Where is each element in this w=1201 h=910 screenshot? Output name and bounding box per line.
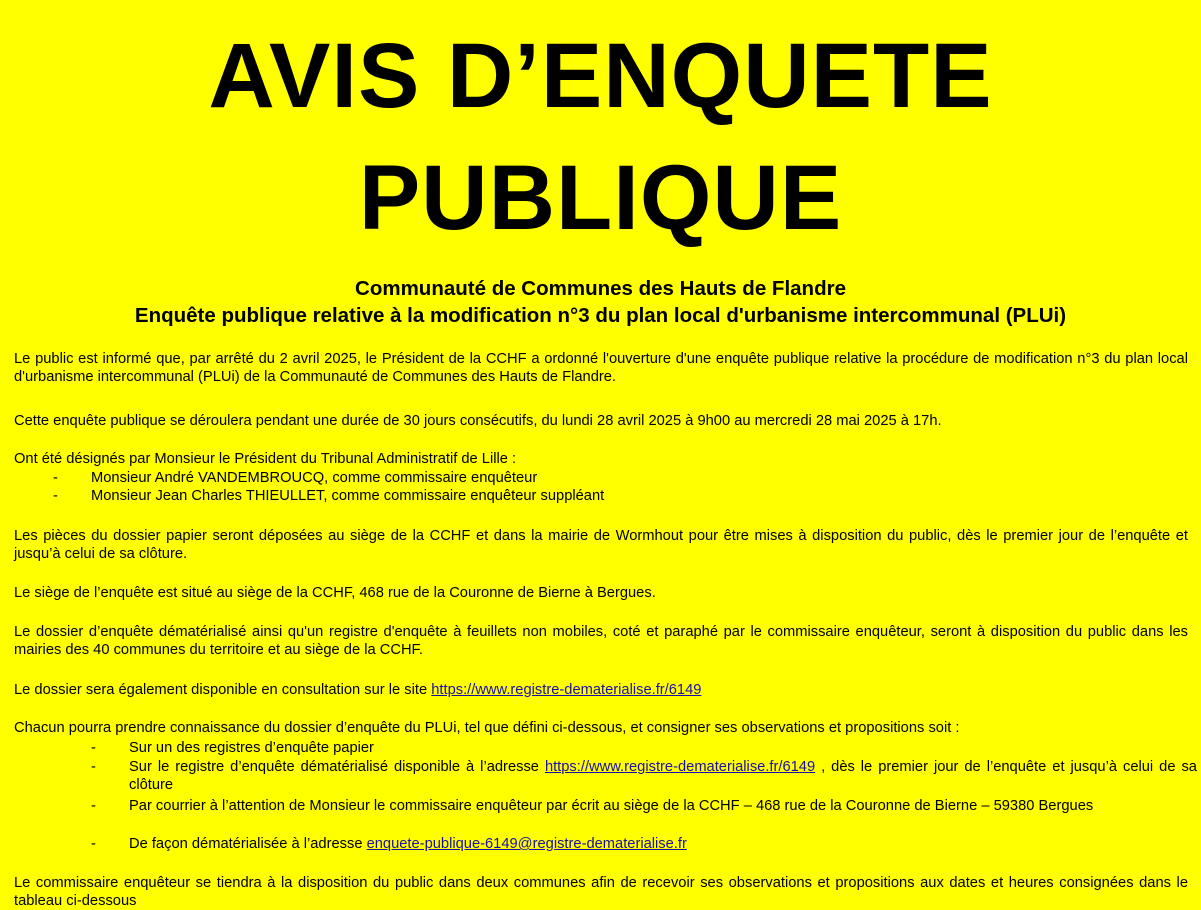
paragraph-dossier-papier: Les pièces du dossier papier seront déposées au siège de la CCHF et dans la mairie de Wormhout pour être mises à disposition du public, dès le premier jour de l’enquête et jusqu’à celui de sa clôture. [14,528,1188,562]
bullet-dash: - [91,836,96,852]
observation-email [129,835,687,853]
email-link[interactable]: enquete-publique-6149@registre-dematerialise.fr [366,836,687,852]
observation-online [129,758,1197,794]
list-item [91,758,1197,794]
observation-online-suffix: , dès le premier jour de l’enquête et jusqu’à celui de sa clôture [129,759,1197,793]
list-item [91,797,1197,833]
bullet-dash: - [53,488,58,504]
paragraph-observations: Chacun pourra prendre connaissance du dossier d’enquête du PLUi, tel que défini ci-dessous, et consigner ses observations et propositions soit : [14,720,960,736]
consultation-text: Le dossier sera également disponible en consultation sur le site [14,682,428,698]
commissaire-titulaire: Monsieur André VANDEMBROUCQ, comme commissaire enquêteur [91,470,538,486]
observation-email-text: De façon dématérialisée à l’adresse [129,836,363,852]
paragraph-dossier-dematerialise: Le dossier d’enquête dématérialisé ainsi qu'un registre d'enquête à feuillets non mobiles, coté et paraphé par le commissaire enquêteur, seront à disposition du public dans les mairies des 40 communes du territoire et au siège de la CCHF. [14,624,1188,658]
paragraph-duration: Cette enquête publique se déroulera pendant une durée de 30 jours consécutifs, du lundi 28 avril 2025 à 9h00 au mercredi 28 mai 2025 à 17h. [14,413,942,429]
bullet-dash: - [53,470,58,486]
registre-link[interactable]: https://www.registre-dematerialise.fr/6149 [431,682,702,698]
commissaire-suppleant: Monsieur Jean Charles THIEULLET, comme commissaire enquêteur suppléant [91,488,605,504]
observation-paper: Sur un des registres d’enquête papier [129,740,374,756]
paragraph-designation: Ont été désignés par Monsieur le Président du Tribunal Administratif de Lille : [14,451,517,467]
paragraph-permanences: Le commissaire enquêteur se tiendra à la disposition du public dans deux communes afin de recevoir ses observations et propositions aux dates et heures consignées dans le tableau ci-dessous [14,875,1188,909]
paragraph-siege: Le siège de l’enquête est situé au siège de la CCHF, 468 rue de la Couronne de Bierne à Bergues. [14,585,656,601]
registre-link[interactable]: https://www.registre-dematerialise.fr/6149 [544,759,816,775]
paragraph-arrete: Le public est informé que, par arrêté du 2 avril 2025, le Président de la CCHF a ordonné l'ouverture d'une enquête publique relative la procédure de modification n°3 du plan local d'urbanisme intercommunal (PLUi) de la Communauté de Communes des Hauts de Flandre. [14,351,1188,385]
title-line-1: AVIS D’ENQUETE [208,25,993,127]
paragraph-consultation [14,681,1188,699]
observation-online-text: Sur le registre d’enquête dématérialisé disponible à l’adresse [129,759,539,775]
subtitle-subject: Enquête publique relative à la modification n°3 du plan local d'urbanisme intercommunal (PLUi) [134,304,1067,327]
subtitle-organisation: Communauté de Communes des Hauts de Flandre [355,277,846,300]
observation-mail: Par courrier à l’attention de Monsieur le commissaire enquêteur par écrit au siège de la CCHF – 468 rue de la Couronne de Bierne – 59380 Bergues [129,798,1094,814]
bullet-dash: - [91,798,96,814]
bullet-dash: - [91,759,96,775]
bullet-dash: - [91,740,96,756]
title-line-2: PUBLIQUE [358,147,843,249]
